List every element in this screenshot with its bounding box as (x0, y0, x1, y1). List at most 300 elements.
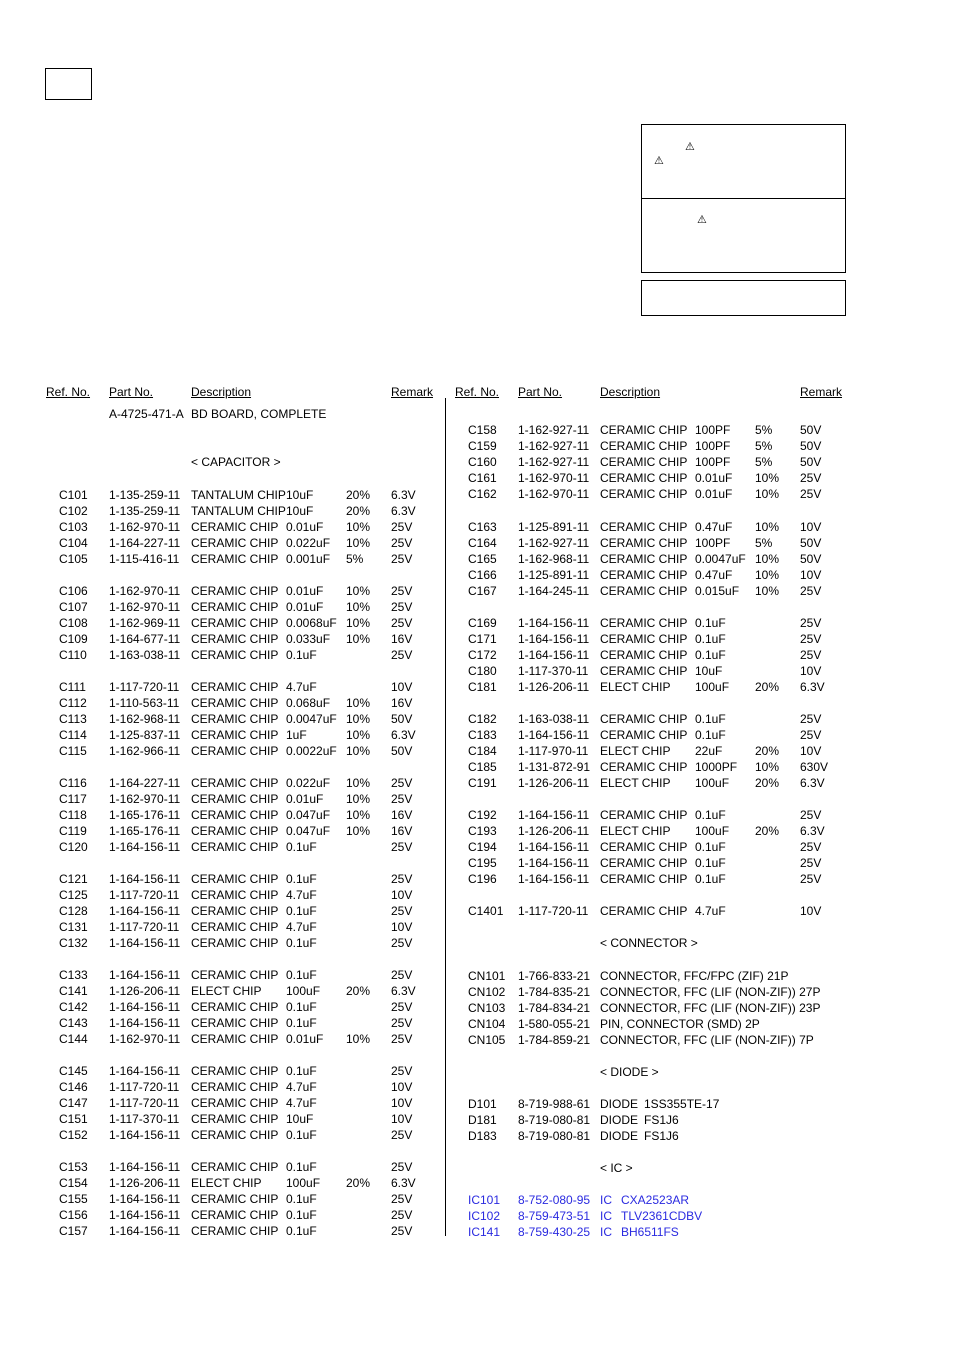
cell-ref-no: C114 (59, 728, 87, 742)
cell-ref-no: C155 (59, 1192, 88, 1206)
cell-rating: 6.3V (800, 824, 825, 838)
cell-rating: 25V (391, 1160, 413, 1174)
cell-description: ELECT CHIP (191, 1176, 262, 1190)
cell-part-no: 1-164-156-11 (518, 728, 590, 742)
cell-part-no: 1-164-156-11 (109, 1016, 181, 1030)
cell-part-no: 1-164-156-11 (109, 1064, 181, 1078)
cell-value: 0.1uF (695, 808, 726, 822)
cell-rating: 10V (391, 920, 413, 934)
cell-description: CERAMIC CHIP (191, 632, 279, 646)
cell-description: CERAMIC CHIP (600, 536, 688, 550)
cell-rating: 6.3V (391, 504, 416, 518)
cell-tolerance: 10% (346, 712, 371, 726)
cell-description: CERAMIC CHIP (600, 808, 688, 822)
cell-ref-no: C147 (59, 1096, 88, 1110)
cell-value: 0.1uF (695, 616, 726, 630)
cell-value: 4.7uF (286, 1096, 317, 1110)
cell-rating: 25V (391, 1208, 413, 1222)
cell-part-no: 1-162-970-11 (518, 487, 590, 501)
cell-part-no: 1-162-927-11 (518, 536, 590, 550)
cell-ref-no: D101 (468, 1097, 497, 1111)
cell-part-no: 1-164-156-11 (109, 1128, 181, 1142)
header-ref-left: Ref. No. (46, 385, 91, 399)
cell-ref-no: C128 (59, 904, 88, 918)
cell-ref-no: C144 (59, 1032, 88, 1046)
cell-value: 0.1uF (286, 936, 317, 950)
cell-tolerance: 20% (755, 824, 780, 838)
cell-rating: 16V (391, 632, 413, 646)
cell-part-no: 1-164-156-11 (518, 648, 590, 662)
cell-ref-no: C116 (59, 776, 87, 790)
cell-ref-no: IC101 (468, 1193, 501, 1207)
cell-tolerance: 10% (755, 471, 780, 485)
cell-description: CERAMIC CHIP (600, 455, 688, 469)
cell-value: FS1J6 (644, 1129, 679, 1143)
cell-description: ELECT CHIP (600, 776, 671, 790)
cell-ref-no: D183 (468, 1129, 497, 1143)
cell-value: 4.7uF (695, 904, 726, 918)
cell-ref-no: C132 (59, 936, 88, 950)
cell-description: CONNECTOR, FFC/FPC (ZIF) 21P (600, 969, 789, 983)
cell-rating: 10V (800, 744, 822, 758)
cell-tolerance: 10% (755, 552, 780, 566)
cell-ref-no: C104 (59, 536, 88, 550)
cell-ref-no: C113 (59, 712, 87, 726)
cell-description: CERAMIC CHIP (191, 808, 279, 822)
cell-description: CERAMIC CHIP (191, 1208, 279, 1222)
cell-rating: 50V (800, 423, 822, 437)
notice-box-safety (641, 124, 846, 199)
cell-description: CERAMIC CHIP (191, 1064, 279, 1078)
cell-rating: 25V (391, 840, 413, 854)
cell-part-no: 8-752-080-95 (518, 1193, 591, 1207)
cell-part-no: 1-164-156-11 (109, 1000, 181, 1014)
cell-part-no: 1-164-156-11 (109, 968, 181, 982)
cell-ref-no: C162 (468, 487, 497, 501)
cell-rating: 25V (391, 1128, 413, 1142)
cell-value: 0.1uF (695, 840, 726, 854)
cell-value: 100uF (695, 776, 730, 790)
cell-ref-no: C143 (59, 1016, 88, 1030)
cell-tolerance: 10% (346, 776, 371, 790)
cell-value: 0.47uF (695, 568, 733, 582)
cell-value: 0.1uF (286, 840, 317, 854)
cell-description: CERAMIC CHIP (191, 1224, 279, 1238)
cell-part-no: 1-164-156-11 (109, 872, 181, 886)
cell-tolerance: 10% (346, 728, 371, 742)
header-ref-right: Ref. No. (455, 385, 500, 399)
cell-value: 0.1uF (695, 728, 726, 742)
cell-description: CERAMIC CHIP (191, 584, 279, 598)
cell-value: 0.1uF (695, 856, 726, 870)
cell-description: CERAMIC CHIP (191, 696, 279, 710)
cell-description: CERAMIC CHIP (191, 1192, 279, 1206)
cell-value: 0.01uF (286, 600, 324, 614)
cell-tolerance: 5% (755, 455, 773, 469)
cell-ref-no: CN104 (468, 1017, 506, 1031)
cell-ref-no: C151 (59, 1112, 88, 1126)
cell-ref-no: C164 (468, 536, 497, 550)
cell-part-no: 1-164-677-11 (109, 632, 181, 646)
cell-rating: 25V (800, 872, 822, 886)
cell-part-no: 1-163-038-11 (109, 648, 181, 662)
cell-value: 0.1uF (286, 1128, 317, 1142)
cell-description: CERAMIC CHIP (191, 1000, 279, 1014)
header-desc-left: Description (191, 385, 252, 399)
caution-icon: ⚠ (654, 154, 664, 167)
cell-ref-no: C191 (468, 776, 497, 790)
cell-value: 1000PF (695, 760, 738, 774)
cell-ref-no: C106 (59, 584, 88, 598)
cell-value: 4.7uF (286, 680, 317, 694)
cell-description: CONNECTOR, FFC (LIF (NON-ZIF)) 27P (600, 985, 821, 999)
cell-ref-no: C107 (59, 600, 88, 614)
cell-description: IC (600, 1193, 612, 1207)
cell-value: 100PF (695, 536, 731, 550)
cell-ref-no: C154 (59, 1176, 88, 1190)
cell-value: 0.1uF (286, 1016, 317, 1030)
header-part-right: Part No. (518, 385, 563, 399)
cell-tolerance: 10% (346, 808, 371, 822)
cell-value: FS1J6 (644, 1113, 679, 1127)
cell-tolerance: 10% (346, 744, 371, 758)
cell-part-no: 8-719-080-81 (518, 1113, 591, 1127)
cell-rating: 50V (800, 536, 822, 550)
cell-ref-no: C181 (468, 680, 497, 694)
cell-description: ELECT CHIP (600, 744, 671, 758)
cell-value: 0.0047uF (286, 712, 337, 726)
cell-rating: 25V (391, 584, 413, 598)
cell-part-no: 1-162-927-11 (518, 423, 590, 437)
cell-ref-no: C112 (59, 696, 87, 710)
cell-part-no: 1-784-859-21 (518, 1033, 591, 1047)
cell-value: 0.47uF (695, 520, 733, 534)
cell-value: 0.0047uF (695, 552, 746, 566)
cell-part-no: 1-125-891-11 (518, 520, 590, 534)
cell-ref-no: C192 (468, 808, 497, 822)
cell-description: IC (600, 1209, 612, 1223)
cell-ref-no: C185 (468, 760, 497, 774)
cell-part-no: 1-126-206-11 (518, 776, 590, 790)
cell-value: BH6511FS (621, 1225, 679, 1239)
cell-ref-no: C182 (468, 712, 497, 726)
cell-description: CERAMIC CHIP (191, 552, 279, 566)
cell-part-no: 1-115-416-11 (109, 552, 180, 566)
cell-value: 0.1uF (286, 1000, 317, 1014)
cell-rating: 25V (800, 808, 822, 822)
cell-part-no: 1-117-720-11 (109, 1096, 180, 1110)
cell-part-no: 1-162-970-11 (109, 520, 181, 534)
cell-rating: 25V (391, 1032, 413, 1046)
cell-part-no: 1-164-156-11 (518, 616, 590, 630)
cell-part-no: 1-162-970-11 (109, 600, 181, 614)
cell-description: ELECT CHIP (191, 984, 262, 998)
cell-description: CERAMIC CHIP (600, 487, 688, 501)
cell-description: CERAMIC CHIP (191, 968, 279, 982)
notice-box-caution (641, 198, 846, 273)
cell-tolerance: 5% (755, 439, 773, 453)
cell-ref-no: C142 (59, 1000, 88, 1014)
cell-description: CERAMIC CHIP (600, 664, 688, 678)
cell-ref-no: C167 (468, 584, 497, 598)
cell-value: 0.1uF (286, 648, 317, 662)
cell-rating: 50V (800, 439, 822, 453)
cell-part-no: 1-162-968-11 (518, 552, 590, 566)
cell-part-no: 1-126-206-11 (518, 824, 590, 838)
cell-value: 100uF (286, 1176, 321, 1190)
cell-rating: 25V (391, 520, 413, 534)
cell-ref-no: C153 (59, 1160, 88, 1174)
cell-description: DIODE (600, 1097, 639, 1111)
cell-value: 1uF (286, 728, 307, 742)
cell-rating: 50V (800, 552, 822, 566)
cell-ref-no: C101 (59, 488, 88, 502)
cell-part-no: 1-162-970-11 (109, 584, 181, 598)
cell-tolerance: 5% (755, 536, 773, 550)
cell-part-no: 1-110-563-11 (109, 696, 180, 710)
cell-description: CERAMIC CHIP (191, 936, 279, 950)
cell-part-no: 1-164-245-11 (518, 584, 590, 598)
cell-description: CERAMIC CHIP (191, 600, 279, 614)
cell-description: CERAMIC CHIP (191, 1096, 279, 1110)
notice-box-note (641, 280, 846, 316)
cell-value: 0.1uF (286, 968, 317, 982)
cell-tolerance: 10% (755, 584, 780, 598)
cell-description: CERAMIC CHIP (600, 856, 688, 870)
cell-rating: 25V (391, 552, 413, 566)
cell-value: 100uF (286, 984, 321, 998)
cell-part-no: 1-580-055-21 (518, 1017, 591, 1031)
cell-description: CERAMIC CHIP (600, 616, 688, 630)
cell-description: CERAMIC CHIP (191, 1160, 279, 1174)
cell-tolerance: 5% (346, 552, 364, 566)
cell-tolerance: 10% (346, 632, 371, 646)
cell-description: CERAMIC CHIP (600, 584, 688, 598)
cell-value: 0.1uF (286, 1208, 317, 1222)
cell-tolerance: 10% (346, 696, 371, 710)
cell-value: 0.01uF (286, 792, 324, 806)
cell-rating: 16V (391, 824, 413, 838)
cell-description: CERAMIC CHIP (600, 872, 688, 886)
cell-part-no: 1-117-720-11 (109, 1080, 180, 1094)
cell-ref-no: CN105 (468, 1033, 506, 1047)
cell-description: CERAMIC CHIP (191, 1016, 279, 1030)
cell-description: CERAMIC CHIP (600, 728, 688, 742)
cell-ref-no: D181 (468, 1113, 497, 1127)
cell-part-no: 1-164-156-11 (518, 856, 590, 870)
cell-part-no: 1-162-969-11 (109, 616, 181, 630)
cell-rating: 10V (800, 568, 822, 582)
cell-ref-no: CN103 (468, 1001, 506, 1015)
cell-part-no: 1-135-259-11 (109, 488, 181, 502)
cell-rating: 6.3V (391, 1176, 416, 1190)
cell-description: CONNECTOR, FFC (LIF (NON-ZIF)) 7P (600, 1033, 814, 1047)
cell-rating: 25V (391, 1000, 413, 1014)
cell-part-no: 1-164-156-11 (518, 808, 590, 822)
cell-value: 100uF (695, 680, 730, 694)
cell-ref-no: C118 (59, 808, 87, 822)
cell-description: CERAMIC CHIP (191, 776, 279, 790)
cell-description: CERAMIC CHIP (191, 872, 279, 886)
cell-description: CERAMIC CHIP (191, 728, 279, 742)
cell-description: TANTALUM CHIP (191, 504, 286, 518)
cell-ref-no: C193 (468, 824, 497, 838)
cell-part-no: 1-126-206-11 (518, 680, 590, 694)
cell-ref-no: C157 (59, 1224, 88, 1238)
cell-part-no: 1-164-227-11 (109, 536, 181, 550)
cell-part-no: 1-162-970-11 (109, 1032, 181, 1046)
caution-icon: ⚠ (697, 213, 707, 226)
cell-part-no: 1-164-156-11 (109, 904, 181, 918)
cell-part-no: 8-719-988-61 (518, 1097, 591, 1111)
cell-rating: 25V (800, 632, 822, 646)
cell-description: CERAMIC CHIP (191, 1080, 279, 1094)
cell-part-no: 1-164-227-11 (109, 776, 181, 790)
cell-rating: 25V (800, 712, 822, 726)
cell-ref-no: C109 (59, 632, 88, 646)
cell-description: CERAMIC CHIP (191, 824, 279, 838)
assembly-part-no: A-4725-471-A (109, 407, 184, 421)
cell-part-no: 1-164-156-11 (109, 840, 181, 854)
cell-rating: 25V (391, 1192, 413, 1206)
cell-value: 0.033uF (286, 632, 331, 646)
cell-part-no: 1-162-970-11 (518, 471, 590, 485)
cell-rating: 50V (391, 712, 413, 726)
cell-description: CERAMIC CHIP (600, 568, 688, 582)
cell-tolerance: 10% (346, 520, 371, 534)
cell-value: 0.1uF (286, 1192, 317, 1206)
cell-part-no: 1-784-834-21 (518, 1001, 591, 1015)
cell-part-no: 1-165-176-11 (109, 824, 181, 838)
cell-value: 10uF (286, 1112, 314, 1126)
cell-rating: 25V (800, 471, 822, 485)
cell-part-no: 1-117-970-11 (518, 744, 589, 758)
cell-value: 0.015uF (695, 584, 740, 598)
cell-part-no: 1-162-966-11 (109, 744, 181, 758)
cell-part-no: 1-162-970-11 (109, 792, 181, 806)
cell-value: 100uF (695, 824, 730, 838)
cell-part-no: 1-766-833-21 (518, 969, 591, 983)
cell-value: 100PF (695, 455, 731, 469)
cell-value: CXA2523AR (621, 1193, 690, 1207)
cell-description: CERAMIC CHIP (600, 840, 688, 854)
header-remark-left: Remark (391, 385, 434, 399)
cell-tolerance: 20% (755, 776, 780, 790)
cell-part-no: 8-759-430-25 (518, 1225, 591, 1239)
cell-description: CERAMIC CHIP (191, 648, 279, 662)
cell-part-no: 1-117-370-11 (518, 664, 589, 678)
cell-rating: 25V (391, 1064, 413, 1078)
cell-description: CERAMIC CHIP (191, 888, 279, 902)
cell-value: 0.0022uF (286, 744, 337, 758)
cell-tolerance: 10% (346, 824, 371, 838)
cell-rating: 6.3V (800, 776, 825, 790)
cell-description: DIODE (600, 1113, 639, 1127)
cell-description: CERAMIC CHIP (600, 632, 688, 646)
cell-value: 0.01uF (286, 584, 324, 598)
cell-description: CERAMIC CHIP (191, 616, 279, 630)
cell-rating: 25V (800, 840, 822, 854)
cell-description: CERAMIC CHIP (600, 471, 688, 485)
cell-part-no: 1-131-872-91 (518, 760, 591, 774)
header-part-left: Part No. (109, 385, 154, 399)
cell-part-no: 1-117-720-11 (109, 680, 180, 694)
cell-value: 0.1uF (695, 648, 726, 662)
cell-value: 4.7uF (286, 920, 317, 934)
cell-value: 1SS355TE-17 (644, 1097, 720, 1111)
cell-description: CERAMIC CHIP (600, 439, 688, 453)
cell-rating: 25V (391, 872, 413, 886)
cell-tolerance: 10% (346, 600, 371, 614)
cell-ref-no: C172 (468, 648, 497, 662)
cell-ref-no: C169 (468, 616, 497, 630)
page-number-box (45, 68, 92, 100)
cell-ref-no: C160 (468, 455, 497, 469)
cell-part-no: 1-162-927-11 (518, 455, 590, 469)
caution-icon: ⚠ (685, 140, 695, 153)
cell-rating: 16V (391, 696, 413, 710)
cell-part-no: 1-163-038-11 (518, 712, 590, 726)
cell-ref-no: C119 (59, 824, 87, 838)
cell-ref-no: C105 (59, 552, 88, 566)
cell-rating: 10V (391, 888, 413, 902)
cell-tolerance: 10% (755, 760, 780, 774)
cell-ref-no: C120 (59, 840, 88, 854)
cell-rating: 10V (800, 904, 822, 918)
cell-rating: 25V (391, 616, 413, 630)
cell-tolerance: 20% (346, 504, 371, 518)
cell-tolerance: 10% (346, 1032, 371, 1046)
cell-rating: 25V (391, 776, 413, 790)
cell-part-no: 1-164-156-11 (109, 1160, 181, 1174)
cell-description: CERAMIC CHIP (191, 1032, 279, 1046)
cell-ref-no: C165 (468, 552, 497, 566)
cell-description: PIN, CONNECTOR (SMD) 2P (600, 1017, 760, 1031)
column-divider (445, 398, 446, 1236)
cell-part-no: 1-164-156-11 (109, 1208, 181, 1222)
cell-value: 0.01uF (286, 1032, 324, 1046)
cell-value: 0.001uF (286, 552, 331, 566)
cell-description: CERAMIC CHIP (191, 680, 279, 694)
cell-ref-no: C196 (468, 872, 497, 886)
cell-rating: 10V (391, 1096, 413, 1110)
cell-rating: 10V (391, 1080, 413, 1094)
cell-value: 0.01uF (286, 520, 324, 534)
cell-value: 0.1uF (286, 1224, 317, 1238)
section-connector-label: < CONNECTOR > (600, 936, 698, 950)
header-desc-right: Description (600, 385, 661, 399)
cell-rating: 25V (800, 648, 822, 662)
cell-value: 10uF (286, 488, 314, 502)
cell-description: IC (600, 1225, 612, 1239)
cell-description: CERAMIC CHIP (191, 712, 279, 726)
cell-ref-no: C180 (468, 664, 497, 678)
cell-part-no: 1-164-156-11 (518, 872, 590, 886)
cell-value: 0.1uF (286, 904, 317, 918)
cell-rating: 25V (800, 584, 822, 598)
cell-ref-no: C125 (59, 888, 88, 902)
cell-part-no: 1-784-835-21 (518, 985, 591, 999)
cell-ref-no: CN102 (468, 985, 506, 999)
cell-rating: 6.3V (391, 728, 416, 742)
cell-rating: 16V (391, 808, 413, 822)
cell-ref-no: C110 (59, 648, 87, 662)
cell-tolerance: 20% (755, 680, 780, 694)
cell-ref-no: C166 (468, 568, 497, 582)
cell-value: 100PF (695, 439, 731, 453)
cell-part-no: 8-719-080-81 (518, 1129, 591, 1143)
cell-rating: 630V (800, 760, 829, 774)
